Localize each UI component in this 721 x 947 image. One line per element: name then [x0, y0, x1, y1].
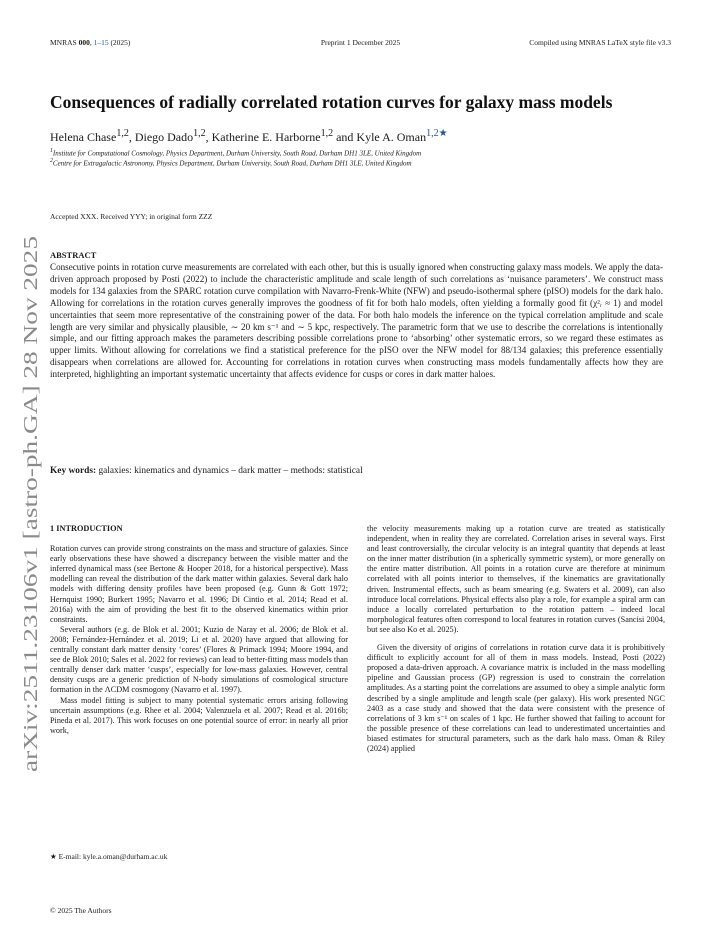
arxiv-identifier: arXiv:2511.23106v1 [astro-ph.GA] 28 Nov 2025 [21, 389, 42, 772]
paragraph: Mass model fitting is subject to many potential systematic errors arising following uncertain assumptions (e.g. Rhee et al. 2004; Valenzuela et al. 2007; Read et al. 2016b; Pineda et al. 2017). This work focuses on one potential source of error: in nearly all prior work, [50, 695, 348, 735]
arxiv-watermark [10, 232, 46, 772]
compiled-note: Compiled using MNRAS LaTeX style file v3.3 [529, 38, 671, 47]
pages-link[interactable]: 1–15 [93, 38, 109, 47]
paragraph: Given the diversity of origins of correlations in rotation curve data it is prohibitively difficult to explicitly account for all of them in mass models. Instead, Posti (2022) proposed a data-driven approach. A covariance matrix is included in the mass modelling pipeline and Gaussian process (GP) regression is used to constrain the correlation amplitudes. As a starting point the correlations are assumed to obey a simple analytic form described by a single amplitude and length scale (per galaxy). His work presented NGC 2403 as a case study and showed that the data were consistent with the presence of correlations of 3 km s⁻¹ on scales of 1 kpc. He further showed that failing to account for the possible presence of these correlations can lead to underestimated uncertainties and biased estimates for structural parameters, such as the dark halo mass. Oman & Riley (2024) applied [367, 643, 665, 753]
preprint-date: Preprint 1 December 2025 [320, 38, 401, 47]
author: Helena Chase$^{1,2}$, [50, 128, 135, 144]
left-column [50, 524, 348, 736]
email-footnote: ★ E-mail: kyle.a.oman@durham.ac.uk [50, 852, 168, 861]
section-heading: 1 INTRODUCTION [50, 524, 123, 533]
keywords: Key words: galaxies: kinematics and dynamics – dark matter – methods: statistical [50, 466, 363, 476]
paragraph: Rotation curves can provide strong constraints on the mass and structure of galaxies. Since early observations these have showed a discrepancy between the visible matter and the inferred dynamical mass (see Bertone & Hooper 2018, for a historical perspective). Mass modelling can reveal the distribution of the dark matter within galaxies. Several dark halo models with differing density profiles have been proposed (e.g. Gunn & Gott 1972; Hernquist 1990; Burkert 1995; Navarro et al. 1996; Di Cintio et al. 2014; Read et al. 2016a) with the aim of providing the best fit to the observed kinematics within prior constraints. [50, 544, 348, 624]
copyright: © 2025 The Authors [50, 906, 112, 915]
abstract-heading: ABSTRACT [50, 250, 97, 260]
journal-ref: MNRAS 000, 1–15 (2025) [50, 38, 131, 47]
affiliation-2: $^2$Centre for Extragalactic Astronomy, Physics Department, Durham University, South Road, Durham DH1 3LE, United Kingdom [50, 158, 412, 168]
author-list [50, 128, 448, 145]
author: Diego Dado$^{1,2}$, [134, 128, 212, 144]
accepted-note: Accepted XXX. Received YYY; in original form ZZZ [50, 212, 213, 221]
right-column [367, 524, 665, 754]
page-header [50, 38, 671, 50]
affiliation-1: $^1$Institute for Computational Cosmology, Physics Department, Durham University, South Road, Durham DH1 3LE, United Kingdom [50, 148, 422, 158]
author: Kyle A. Oman$^{1,2★}$ [356, 128, 448, 144]
paragraph: Several authors (e.g. de Blok et al. 2001; Kuzio de Naray et al. 2006; de Blok et al. 2008; Fernández-Hernández et al. 2019; Li et al. 2020) have argued that allowing for centrally constant dark matter density ‘cores’ (Flores & Primack 1994; Moore 1994, and see de Blok 2010; Sales et al. 2022 for reviews) can lead to better-fitting mass models than centrally denser dark matter ‘cusps’, especially for low-mass galaxies. However, central density cusps are a generic prediction of N-body simulations of cosmological structure formation in the ΛCDM cosmogony (Navarro et al. 1997). [50, 624, 348, 695]
paragraph: the velocity measurements making up a rotation curve are treated as statistically independent, when in reality they are correlated. Correlation arises in several ways. First and least controversially, the circular velocity is an integral quantity that depends at least on the inner matter distribution (in a spherically symmetric system), or more generally on the entire matter distribution. All points in a rotation curve are therefore at minimum correlated with all points interior to themselves, if the kinematics are gravitationally driven. Instrumental effects, such as beam smearing (e.g. Swaters et al. 2009), can also introduce local correlations. Physical effects also play a role, for example a spiral arm can induce a locally correlated perturbation to the rotation pattern – indeed local morphological features often correspond to local features in rotation curves (Sancisi 2004, but see also Ko et al. 2025). [367, 524, 665, 634]
paper-title: Consequences of radially correlated rotation curves for galaxy mass models [50, 92, 613, 112]
author: Katherine E. Harborne$^{1,2}$ and [211, 128, 357, 144]
abstract-text: Consecutive points in rotation curve measurements are correlated with each other, but this is usually ignored when constructing galaxy mass models. We apply the data-driven approach proposed by Posti (2022) to include the characteristic amplitude and scale length of such correlations as ‘nuisance parameters’. We construct mass models for 134 galaxies from the SPARC rotation curve compilation with Navarro-Frenk-White (NFW) and pseudo-isothermal sphere (pISO) models for the dark halo. Allowing for correlations in the rotation curves generally improves the goodness of fit for both halo models, often yielding a formally good fit (χ²ᵣ ≈ 1) and model uncertainties that seem more representative of the constraining power of the data. For both halo models the inference on the typical correlation amplitude and scale length are very similar and physically plausible, ∼ 20 km s⁻¹ and ∼ 5 kpc, respectively. The parametric form that we use to describe the correlations is intentionally simple, and our fitting approach makes the parameters describing possible correlations prone to ‘absorbing’ other systematic errors, so we regard these estimates as upper limits. Without allowing for correlations we find a statistical preference for the pISO over the NFW model for 88/134 galaxies; this preference essentially disappears when correlations are allowed for. Accounting for correlations in rotation curves when constructing mass models fundamentally affects how they are interpreted, highlighting an important systematic uncertainty that affects evidence for cusps or cores in dark matter haloes. [50, 262, 663, 380]
